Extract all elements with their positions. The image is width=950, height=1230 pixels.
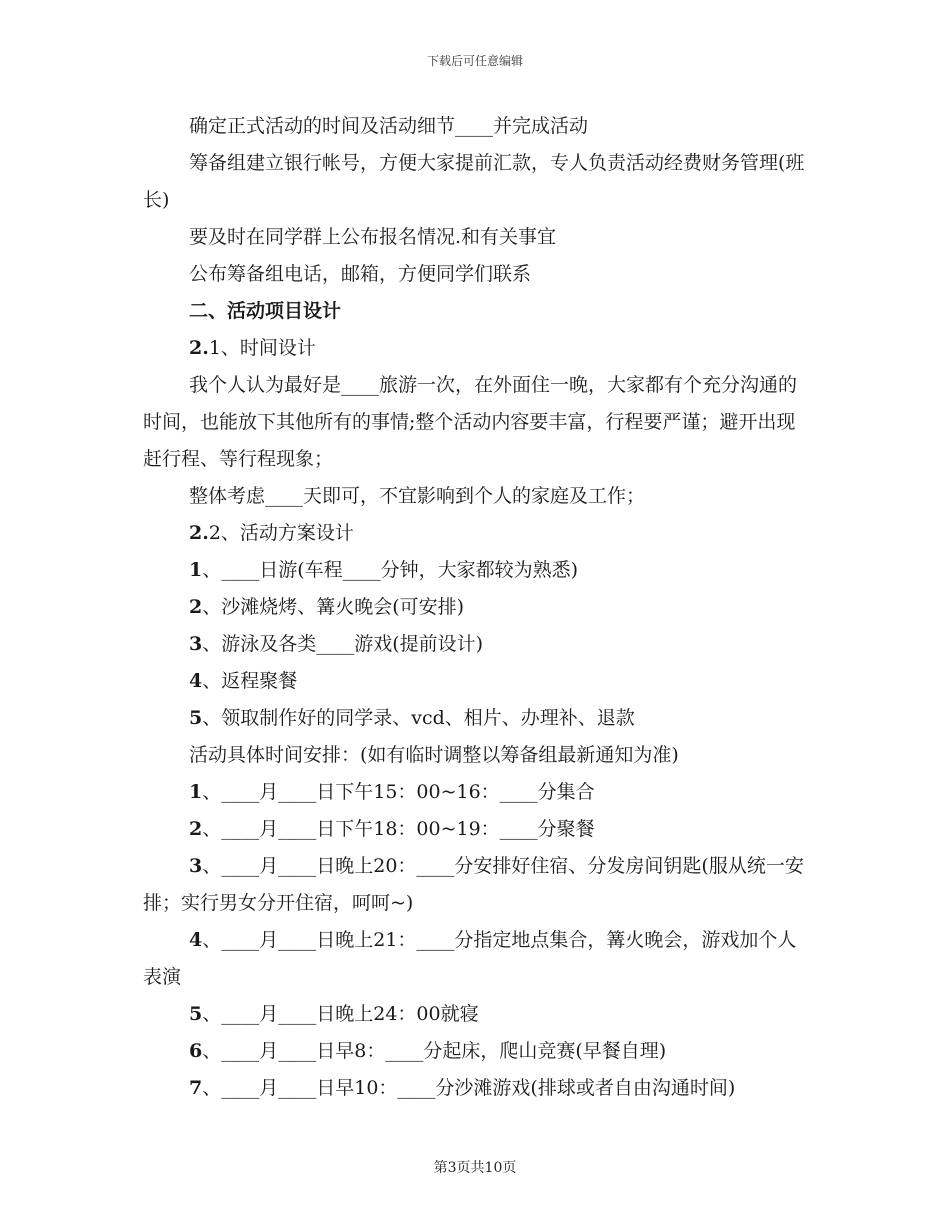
paragraph	[143, 922, 813, 996]
paragraph	[143, 663, 813, 700]
paragraph-number: 2	[189, 818, 203, 840]
paragraph-number: 3	[189, 633, 203, 655]
paragraph-number: 4	[189, 670, 203, 692]
paragraph-number: 3	[189, 855, 203, 877]
paragraph	[143, 552, 813, 589]
paragraph-text: 、____月____日下午18：00~19：____分聚餐	[202, 818, 595, 840]
paragraph-number: 6	[189, 1040, 203, 1062]
paragraph-number: 7	[189, 1077, 203, 1099]
paragraph-text: 、____月____日早10：____分沙滩游戏(排球或者自由沟通时间)	[202, 1077, 736, 1099]
paragraph-text: 我个人认为最好是____旅游一次，在外面住一晚，大家都有个充分沟通的时间，也能放下其他所有的事情;整个活动内容要丰富，行程要严谨；避开出现赶行程、等行程现象；	[143, 374, 798, 470]
paragraph	[143, 367, 813, 478]
paragraph	[143, 1033, 813, 1070]
document-body	[143, 108, 813, 1107]
paragraph-text: 、____月____日晚上21：____分指定地点集合，篝火晚会，游戏加个人表演	[143, 929, 797, 988]
paragraph-text: 公布筹备组电话，邮箱，方便同学们联系	[189, 263, 532, 285]
paragraph-text: 、____月____日下午15：00~16：____分集合	[202, 781, 595, 803]
paragraph-number: 4	[189, 929, 203, 951]
paragraph	[143, 145, 813, 219]
paragraph-text: 二、活动项目设计	[189, 300, 342, 322]
paragraph	[143, 774, 813, 811]
paragraph	[143, 108, 813, 145]
paragraph	[143, 996, 813, 1033]
paragraph	[143, 1070, 813, 1107]
paragraph	[143, 700, 813, 737]
paragraph	[143, 515, 813, 552]
paragraph	[143, 478, 813, 515]
paragraph	[143, 737, 813, 774]
paragraph-text: 、返程聚餐	[202, 670, 298, 692]
paragraph-number: 2	[189, 596, 203, 618]
paragraph-text: 、游泳及各类____游戏(提前设计)	[202, 633, 484, 655]
page-header: 下载后可任意编辑	[426, 54, 523, 68]
paragraph-number: 1	[189, 559, 203, 581]
paragraph-text: 活动具体时间安排：(如有临时调整以筹备组最新通知为准)	[189, 744, 679, 766]
paragraph	[143, 293, 813, 330]
paragraph-number: 5	[189, 707, 203, 729]
paragraph	[143, 811, 813, 848]
paragraph-text: 确定正式活动的时间及活动细节____并完成活动	[189, 115, 589, 137]
paragraph-number: 5	[189, 1003, 203, 1025]
paragraph	[143, 219, 813, 256]
paragraph-number: 2.	[189, 337, 209, 359]
paragraph-number: 2.	[189, 522, 209, 544]
paragraph	[143, 626, 813, 663]
page-footer: 第3页共10页	[433, 1160, 517, 1176]
paragraph-text: 、____日游(车程____分钟，大家都较为熟悉)	[202, 559, 579, 581]
paragraph-number: 1	[189, 781, 203, 803]
paragraph-text: 、____月____日早8：____分起床，爬山竞赛(早餐自理)	[202, 1040, 667, 1062]
paragraph	[143, 589, 813, 626]
paragraph-text: 、沙滩烧烤、篝火晚会(可安排)	[202, 596, 465, 618]
paragraph-text: 、领取制作好的同学录、vcd、相片、办理补、退款	[202, 707, 635, 729]
paragraph-text: 2、活动方案设计	[208, 522, 354, 544]
paragraph-text: 筹备组建立银行帐号，方便大家提前汇款，专人负责活动经费财务管理(班长)	[143, 152, 805, 211]
paragraph-text: 、____月____日晚上24：00就寝	[202, 1003, 479, 1025]
paragraph	[143, 848, 813, 922]
paragraph-text: 1、时间设计	[208, 337, 316, 359]
paragraph-text: 要及时在同学群上公布报名情况.和有关事宜	[189, 226, 557, 248]
paragraph	[143, 330, 813, 367]
paragraph-text: 整体考虑____天即可，不宜影响到个人的家庭及工作；	[189, 485, 646, 507]
paragraph	[143, 256, 813, 293]
paragraph-text: 、____月____日晚上20：____分安排好住宿、分发房间钥匙(服从统一安排；实行男女分开住宿，呵呵~)	[143, 855, 804, 914]
